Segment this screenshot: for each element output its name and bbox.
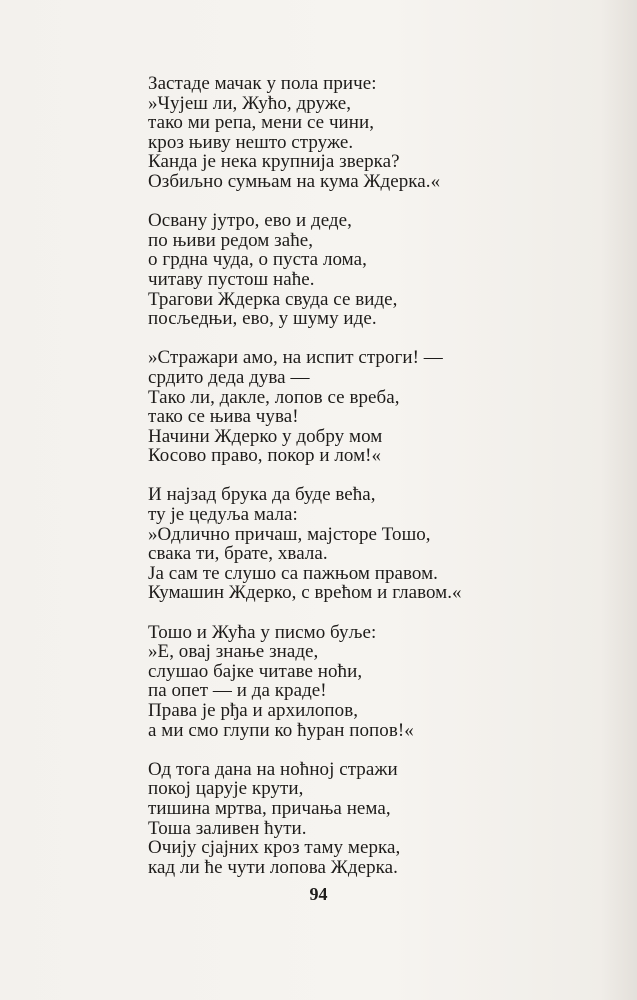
verse-line: Кумашин Ждерко, с врећом и главом.« xyxy=(148,582,462,604)
verse-line: Тако ли, дакле, лопов се вреба, xyxy=(148,386,400,408)
verse-line: Трагови Ждерка свуда се виде, xyxy=(148,288,398,310)
verse-line: И најзад брука да буде већа, xyxy=(148,484,376,506)
verse-line: Од тога дана на ноћној стражи xyxy=(148,758,398,780)
verse-line: »Е, овај знање знаде, xyxy=(148,641,319,663)
verse-line: Права је рђа и архилопов, xyxy=(148,700,359,721)
verse-line: Застаде мачак у пола приче: xyxy=(148,73,377,94)
verse-line: тако ми репа, мени се чини, xyxy=(148,112,375,134)
poem xyxy=(148,74,588,897)
verse-line: слушао бајке читаве ноћи, xyxy=(148,660,363,682)
verse-line: Озбиљно сумњам на кума Ждерка.« xyxy=(148,170,441,192)
stanza-1 xyxy=(148,74,588,192)
page-edge-shadow xyxy=(600,0,637,1000)
verse-line: посљедњи, ево, у шуму иде. xyxy=(148,308,377,330)
verse-line: Канда је нека крупнија зверка? xyxy=(148,151,400,173)
verse-line: па опет — и да краде! xyxy=(148,680,327,702)
verse-line: срдито деда дува — xyxy=(148,366,310,388)
verse-line: Тоша заливен ћути. xyxy=(148,817,307,839)
verse-line: Тошо и Жућа у писмо буље: xyxy=(148,621,377,643)
verse-line: »Стражари амо, на испит строги! — xyxy=(148,347,443,369)
verse-line: а ми смо глупи ко ћуран попов!« xyxy=(148,719,414,741)
verse-line: »Одлично причаш, мајсторе Тошо, xyxy=(148,523,431,545)
verse-line: »Чујеш ли, Жућо, друже, xyxy=(148,92,352,114)
verse-line: Ја сам те слушо са пажњом правом. xyxy=(148,562,438,584)
verse-line: Очију сјајних кроз таму мерка, xyxy=(148,837,401,859)
verse-line: тако се њива чува! xyxy=(148,406,299,428)
verse-line: по њиви редом заће, xyxy=(148,229,314,251)
page-number: 94 xyxy=(309,884,328,904)
verse-line: ту је цедуља мала: xyxy=(148,504,298,526)
verse-line: читаву пустош наће. xyxy=(148,268,315,290)
verse-line: Начини Ждерко у добру мом xyxy=(148,425,383,447)
stanza-3 xyxy=(148,348,588,466)
verse-line: Косово право, покор и лом!« xyxy=(148,445,382,467)
verse-line: Освану јутро, ево и деде, xyxy=(148,210,352,232)
verse-line: тишина мртва, причања нема, xyxy=(148,797,391,819)
stanza-2 xyxy=(148,211,588,329)
verse-line: покој царује крути, xyxy=(148,778,304,800)
verse-line: кроз њиву нешто струже. xyxy=(148,131,354,153)
verse-line: свака ти, брате, хвала. xyxy=(148,543,328,565)
stanza-5 xyxy=(148,623,588,741)
stanza-6 xyxy=(148,760,588,878)
verse-line: кад ли ће чути лопова Ждерка. xyxy=(148,856,398,878)
verse-line: о грдна чуда, о пуста лома, xyxy=(148,249,367,271)
stanza-4 xyxy=(148,485,588,603)
